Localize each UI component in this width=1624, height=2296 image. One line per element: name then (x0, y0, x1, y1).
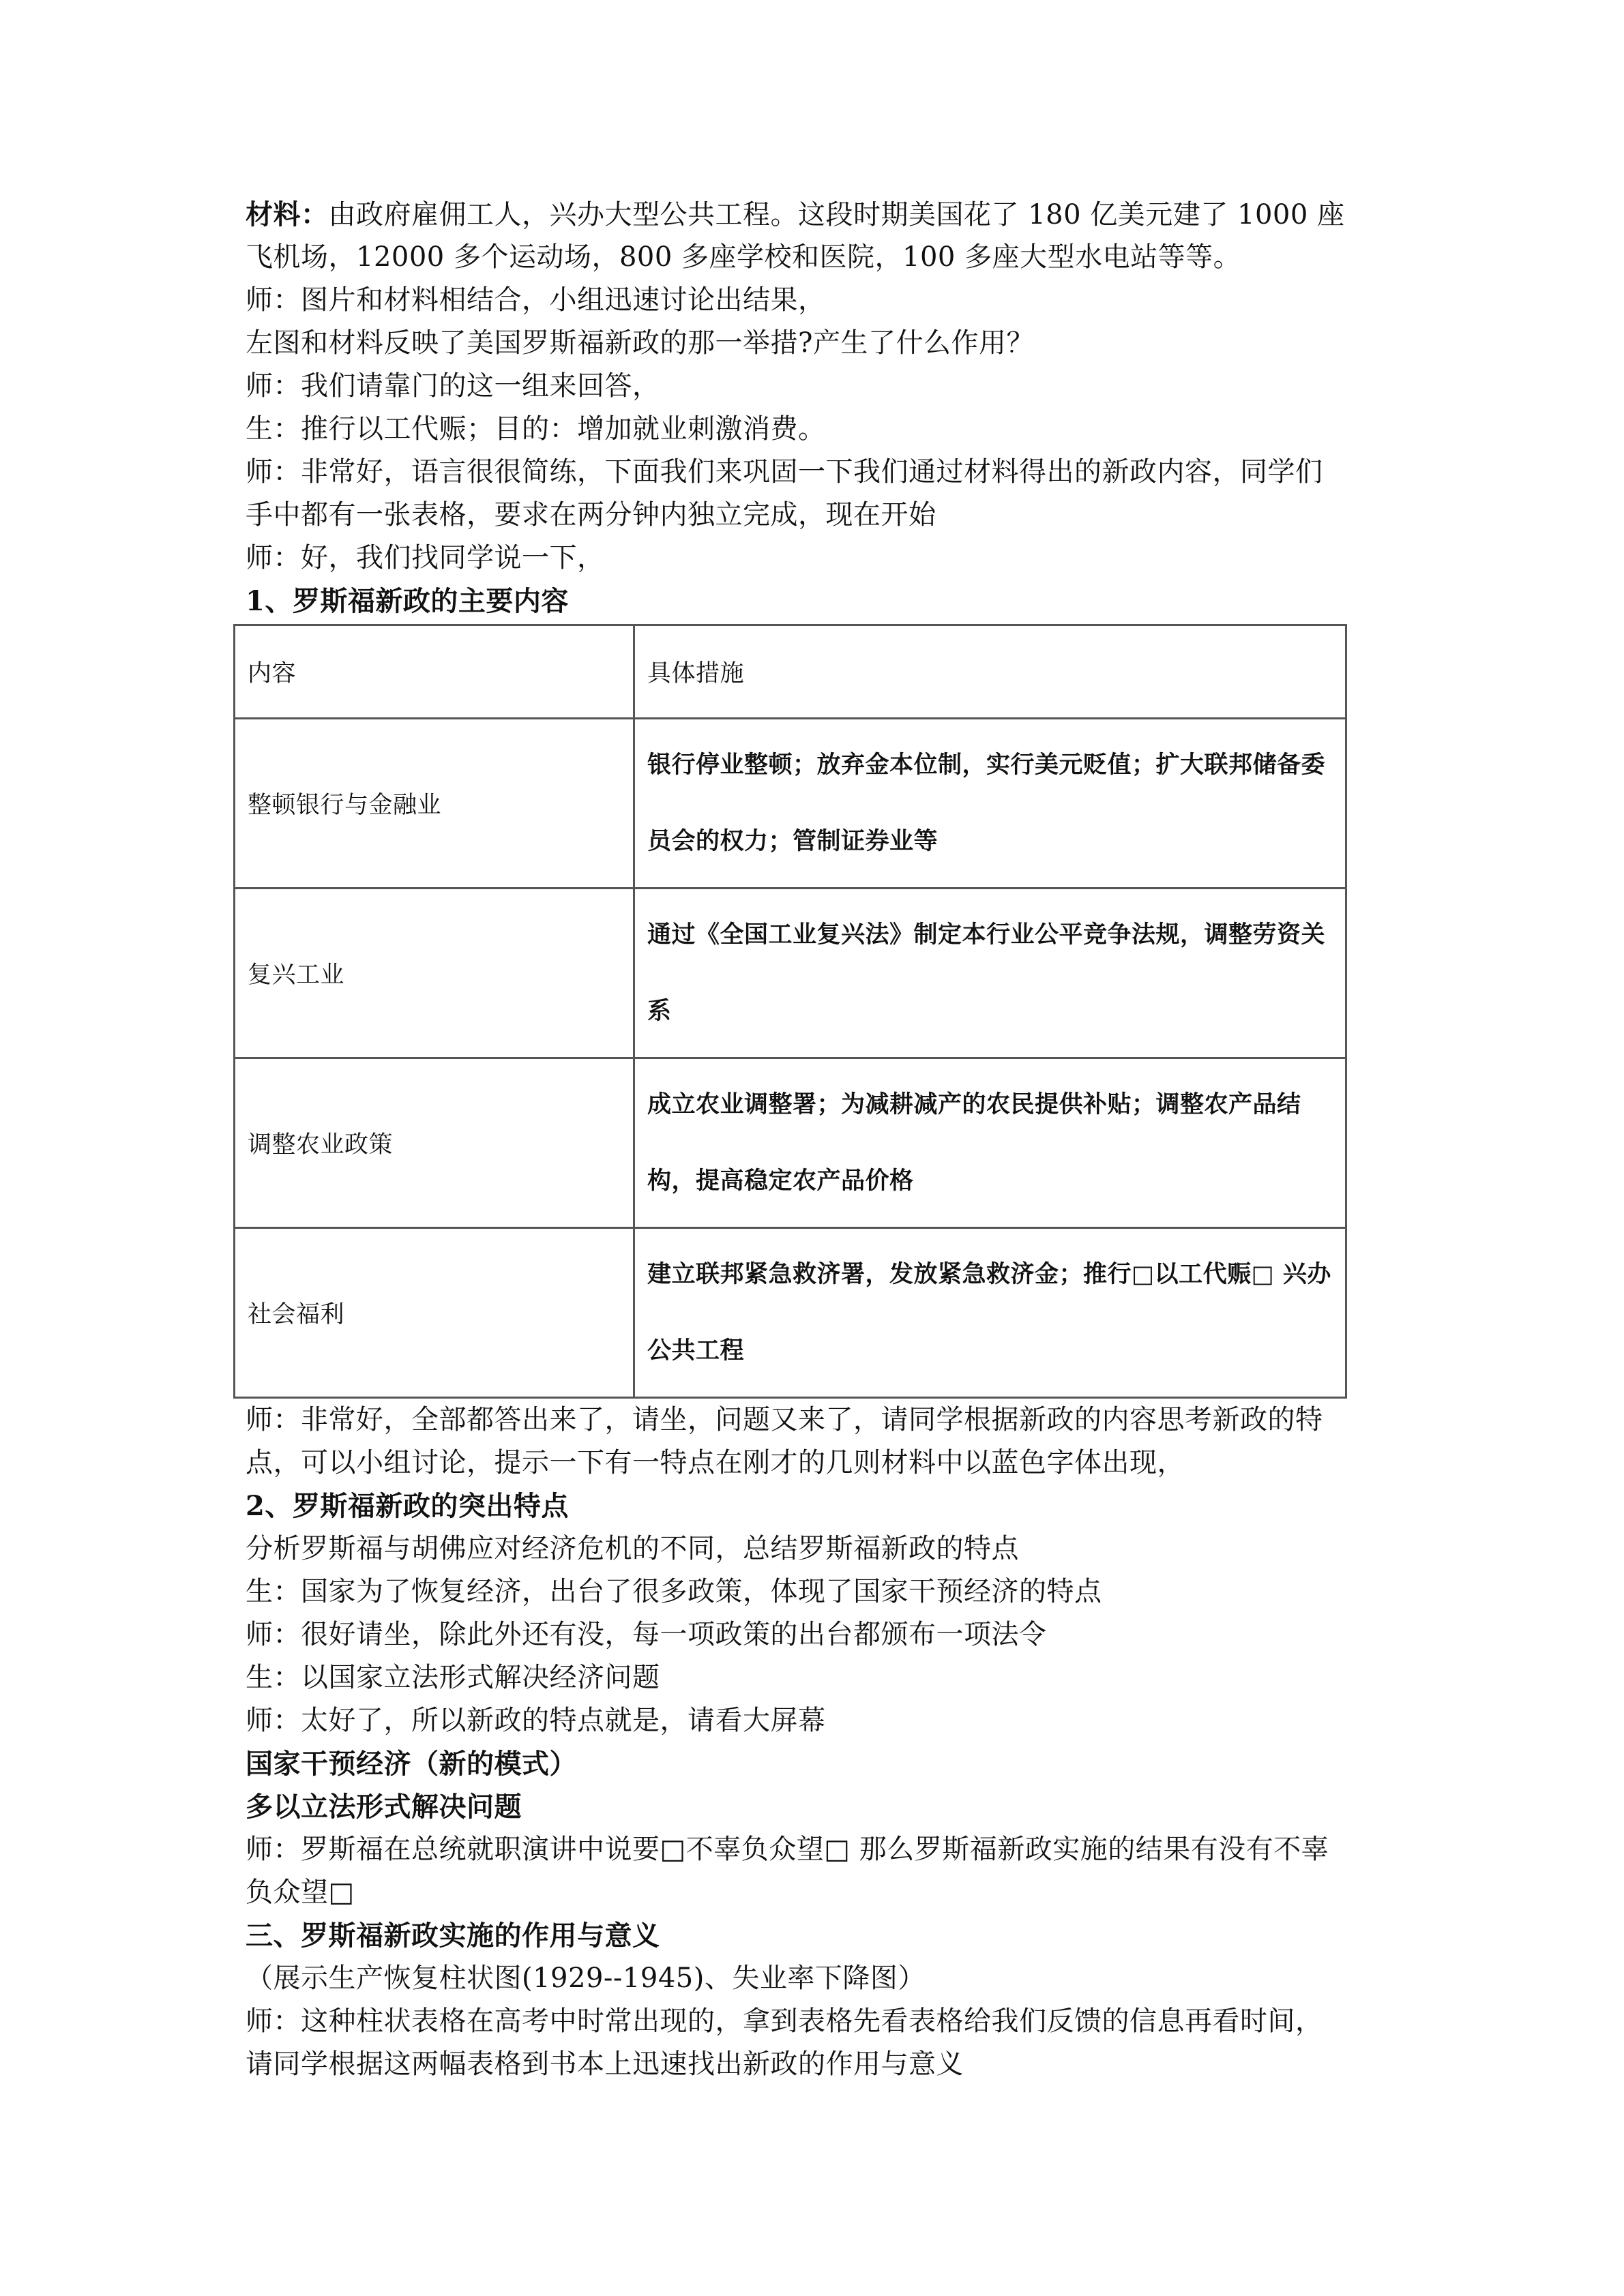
paragraph-line: 师：太好了，所以新政的特点就是，请看大屏幕 (246, 1705, 826, 1736)
paragraph-line: 师：我们请靠门的这一组来回答， (246, 370, 660, 402)
table-cell-measures: 银行停业整顿；放弃金本位制，实行美元贬值；扩大联邦储备委 员会的权力；管制证券业等 (634, 719, 1346, 889)
paragraph-line: 师：很好请坐，除此外还有没，每一项政策的出台都颁布一项法令 (246, 1619, 1047, 1650)
document-page (246, 193, 1364, 2086)
paragraph-line: 师：罗斯福在总统就职演讲中说要□不辜负众望□ 那么罗斯福新政实施的结果有没有不辜 (246, 1834, 1329, 1865)
paragraph-line: 手中都有一张表格，要求在两分钟内独立完成，现在开始 (246, 499, 936, 531)
paragraph-line: 左图和材料反映了美国罗斯福新政的那一举措?产生了什么作用？ (246, 327, 1034, 359)
paragraph-line: 请同学根据这两幅表格到书本上迅速找出新政的作用与意义 (246, 2048, 964, 2080)
table-row (235, 1228, 1346, 1398)
table-cell-content: 调整农业政策 (235, 1058, 634, 1228)
table-row (235, 1058, 1346, 1228)
paragraph-line: 分析罗斯福与胡佛应对经济危机的不同，总结罗斯福新政的特点 (246, 1533, 1019, 1564)
paragraph-line: 生：推行以工代赈；目的：增加就业刺激消费。 (246, 413, 826, 445)
table-row (235, 889, 1346, 1058)
new-deal-content-table (233, 624, 1347, 1399)
table-cell-measures: 建立联邦紧急救济署，发放紧急救济金；推行□以工代赈□ 兴办 公共工程 (634, 1228, 1346, 1398)
paragraphs-before (246, 193, 1364, 580)
paragraph-line: 生：以国家立法形式解决经济问题 (246, 1662, 660, 1693)
paragraph-line: 师：好，我们找同学说一下， (246, 542, 605, 573)
paragraphs-after (246, 1399, 1364, 2086)
feature-point: 多以立法形式解决问题 (246, 1791, 522, 1823)
table-header-row (235, 625, 1346, 719)
table-row (235, 719, 1346, 889)
paragraph-material: 材料：由政府雇佣工人，兴办大型公共工程。这段时期美国花了 180 亿美元建了 1000 座 (246, 198, 1345, 230)
table-cell-measures: 通过《全国工业复兴法》制定本行业公平竞争法规，调整劳资关 系 (634, 889, 1346, 1058)
paragraph-line: 点，可以小组讨论，提示一下有一特点在刚才的几则材料中以蓝色字体出现， (246, 1447, 1185, 1478)
paragraph-line: 生：国家为了恢复经济，出台了很多政策，体现了国家干预经济的特点 (246, 1576, 1102, 1607)
section-heading-3: 三、罗斯福新政实施的作用与意义 (246, 1920, 660, 1952)
paragraph-line: 师：非常好，全部都答出来了，请坐，问题又来了，请同学根据新政的内容思考新政的特 (246, 1404, 1323, 1435)
paragraph-line: 负众望□ (246, 1877, 355, 1908)
section-heading-2: 2、罗斯福新政的突出特点 (246, 1490, 569, 1522)
table-cell-measures: 成立农业调整署；为减耕减产的农民提供补贴；调整农产品结 构，提高稳定农产品价格 (634, 1058, 1346, 1228)
paragraph-line: 飞机场，12000 多个运动场，800 多座学校和医院，100 多座大型水电站等等。 (246, 241, 1241, 273)
table-cell-content: 复兴工业 (235, 889, 634, 1058)
table-header-content: 内容 (235, 625, 634, 719)
table-cell-content: 整顿银行与金融业 (235, 719, 634, 889)
paragraph-line: 师：图片和材料相结合，小组迅速讨论出结果， (246, 284, 826, 316)
section-heading-1: 1、罗斯福新政的主要内容 (246, 585, 569, 617)
feature-point: 国家干预经济（新的模式） (246, 1748, 577, 1780)
paragraph-line: （展示生产恢复柱状图(1929--1945)、失业率下降图） (246, 1963, 926, 1994)
table-header-measures: 具体措施 (634, 625, 1346, 719)
paragraph-line: 师：非常好，语言很很简练，下面我们来巩固一下我们通过材料得出的新政内容，同学们 (246, 456, 1323, 488)
material-label: 材料： (246, 198, 329, 230)
table-cell-content: 社会福利 (235, 1228, 634, 1398)
paragraph-line: 师：这种柱状表格在高考中时常出现的，拿到表格先看表格给我们反馈的信息再看时间， (246, 2006, 1323, 2037)
